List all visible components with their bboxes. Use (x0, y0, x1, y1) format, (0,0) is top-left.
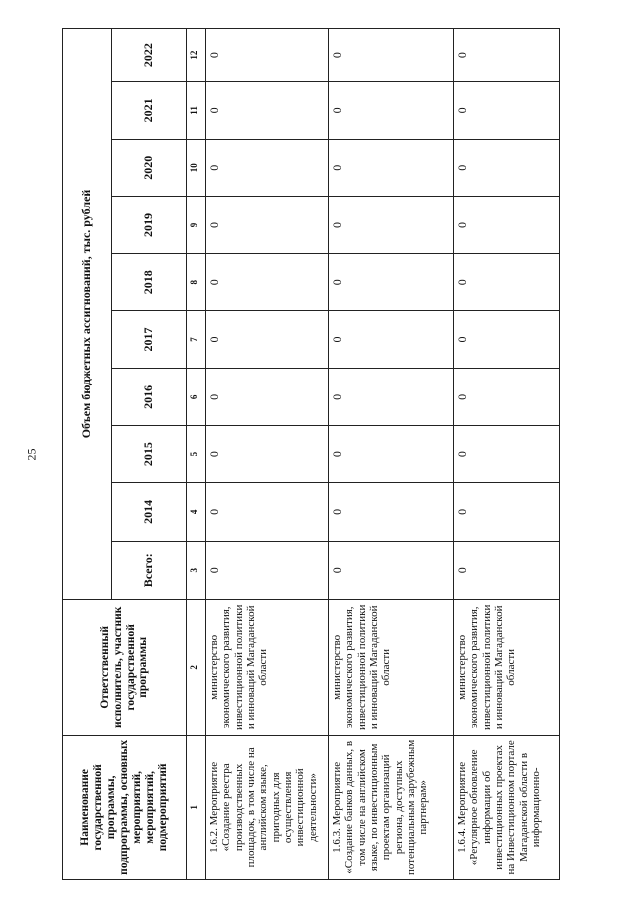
page-number: 25 (24, 448, 39, 461)
value-cell: 0 (329, 196, 454, 253)
value-cell: 0 (206, 483, 329, 541)
value-cell: 0 (454, 368, 560, 425)
value-cell: 0 (454, 254, 560, 311)
activity-name: 1.6.3. Мероприятие «Создание банков данных, в том числе на английском языке, по инвестиционным проектам организаций региона, доступных потенциальным зарубежным партнерам» (329, 735, 454, 879)
column-number: 6 (187, 368, 206, 425)
value-cell: 0 (206, 425, 329, 482)
value-cell: 0 (206, 29, 329, 82)
header-year: 2021 (112, 82, 187, 139)
column-number: 5 (187, 425, 206, 482)
activity-name: 1.6.2. Мероприятие «Создание реестра производственных площадок, в том числе на английском языке, пригодных для осуществления инвестиционной деятельности» (206, 735, 329, 879)
table-row (454, 29, 560, 880)
value-cell: 0 (329, 368, 454, 425)
value-cell: 0 (206, 311, 329, 368)
table-row (329, 29, 454, 880)
value-cell: 0 (454, 483, 560, 541)
header-year: 2019 (112, 196, 187, 253)
value-cell: 0 (206, 541, 329, 599)
header-year: 2015 (112, 425, 187, 482)
header-year: 2018 (112, 254, 187, 311)
column-number: 7 (187, 311, 206, 368)
header-row-top (63, 29, 112, 880)
column-number: 2 (187, 599, 206, 735)
value-cell: 0 (454, 541, 560, 599)
value-cell: 0 (206, 82, 329, 139)
header-year: 2017 (112, 311, 187, 368)
activity-name: 1.6.4. Мероприятие «Регулярное обновление информации об инвестиционных проектах на Инвестиционном портале Магаданской области в информационно- (454, 735, 560, 879)
responsible-executor: министерство экономического развития, инвестиционной политики и инноваций Магаданской области (329, 599, 454, 735)
column-number: 1 (187, 735, 206, 879)
value-cell: 0 (329, 29, 454, 82)
header-total: Всего: (112, 541, 187, 599)
value-cell: 0 (206, 254, 329, 311)
header-year: 2016 (112, 368, 187, 425)
value-cell: 0 (454, 139, 560, 196)
value-cell: 0 (454, 82, 560, 139)
value-cell: 0 (329, 254, 454, 311)
header-name: Наименование государственной программы, подпрограммы, основных мероприятий, мероприятий, подмероприятий (63, 735, 187, 879)
header-year: 2014 (112, 483, 187, 541)
header-year: 2022 (112, 29, 187, 82)
column-number: 10 (187, 139, 206, 196)
budget-table (62, 28, 560, 880)
value-cell: 0 (329, 82, 454, 139)
column-number: 4 (187, 483, 206, 541)
value-cell: 0 (206, 196, 329, 253)
value-cell: 0 (329, 541, 454, 599)
value-cell: 0 (206, 368, 329, 425)
value-cell: 0 (454, 196, 560, 253)
value-cell: 0 (329, 139, 454, 196)
value-cell: 0 (329, 483, 454, 541)
value-cell: 0 (329, 311, 454, 368)
column-number: 12 (187, 29, 206, 82)
rotated-table-page (62, 28, 622, 880)
header-year: 2020 (112, 139, 187, 196)
value-cell: 0 (454, 311, 560, 368)
value-cell: 0 (454, 425, 560, 482)
value-cell: 0 (454, 29, 560, 82)
value-cell: 0 (329, 425, 454, 482)
responsible-executor: министерство экономического развития, инвестиционной политики и инноваций Магаданской области (206, 599, 329, 735)
column-number: 8 (187, 254, 206, 311)
value-cell: 0 (206, 139, 329, 196)
table-row (206, 29, 329, 880)
column-number: 3 (187, 541, 206, 599)
column-number: 9 (187, 196, 206, 253)
responsible-executor: министерство экономического развития, инвестиционной политики и инноваций Магаданской области (454, 599, 560, 735)
header-budget-span: Объем бюджетных ассигнований, тыс. рублей (63, 29, 112, 600)
column-number: 11 (187, 82, 206, 139)
column-number-row (187, 29, 206, 880)
header-responsible: Ответственный исполнитель, участник государственной программы (63, 599, 187, 735)
